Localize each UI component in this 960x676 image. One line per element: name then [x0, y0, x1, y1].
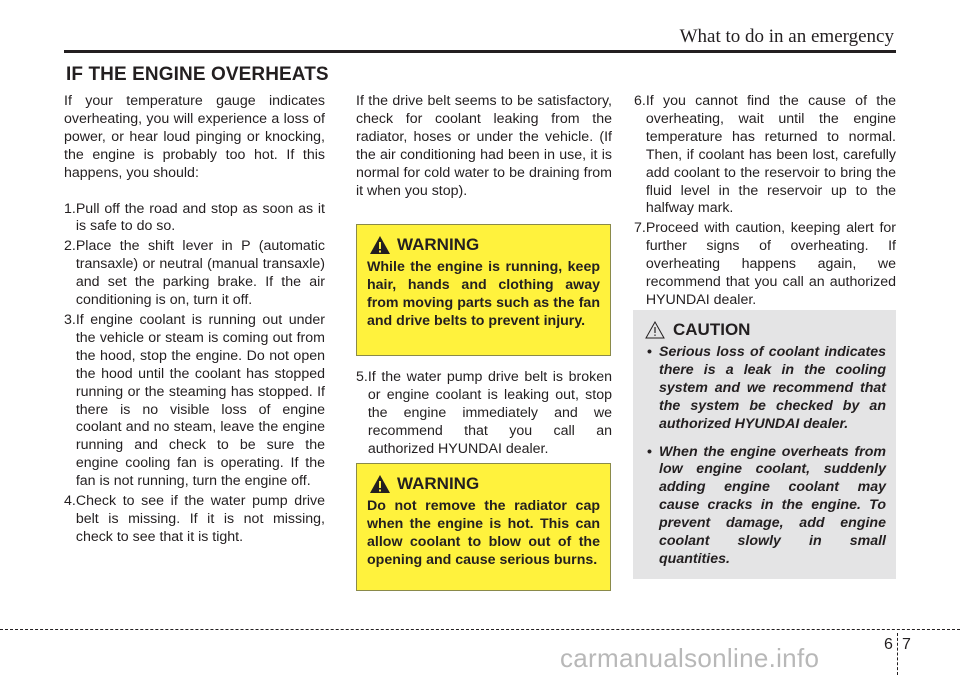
step-text: If the water pump drive belt is broken or engine coolant is leaking out, stop the engine immediately and we recommend that you call an authorized HYUNDAI dealer. — [367, 369, 612, 457]
step-number: 7. — [634, 220, 646, 237]
warning-box-2 — [356, 463, 611, 591]
section-title: IF THE ENGINE OVERHEATS — [66, 64, 329, 85]
step-1 — [64, 201, 325, 237]
step-7 — [634, 220, 896, 310]
caution-bullet-text: When the engine overheats from low engine coolant, suddenly adding engine coolant may cause cracks in the engine. To prevent damage, add engine coolant slowly in small quantities. — [659, 443, 886, 567]
step-text: If engine coolant is running out under the vehicle or steam is coming out from the hood, stop the engine. Do not open the hood until the coolant has stopped running or the steaming has stopped. If there is no visible loss of engine coolant and no steam, leave the engine running and check to be sure the engine cooling fan is operating. If the fan is not running, turn the engine off. — [75, 311, 325, 490]
column-3 — [634, 93, 896, 310]
step-5 — [356, 369, 612, 459]
warning-triangle-icon — [369, 235, 391, 255]
watermark: carmanualsonline.info — [560, 643, 820, 673]
step-text: Check to see if the water pump drive belt is missing. If it is not missing, check to see that it is tight. — [75, 493, 325, 545]
caution-body — [647, 344, 886, 569]
step-number: 2. — [64, 238, 76, 255]
intro-paragraph: If your temperature gauge indicates overheating, you will experience a loss of power, or hear loud pinging or knocking, the engine is probably too hot. If this happens, you should: — [64, 93, 325, 181]
column-2 — [356, 93, 612, 200]
caution-title: CAUTION — [673, 320, 751, 339]
step-6 — [634, 93, 896, 218]
bullet-dot: • — [647, 344, 652, 360]
warning-text: While the engine is running, keep hair, hands and clothing away from moving parts such as the fan and drive belts to prevent injury. — [367, 259, 600, 329]
caution-triangle-icon — [645, 321, 665, 339]
step-number: 5. — [356, 369, 368, 385]
caution-box — [633, 310, 896, 579]
warning-triangle-icon — [369, 474, 391, 494]
chapter-number: 6 — [884, 636, 893, 653]
warning-title: WARNING — [397, 474, 480, 493]
step-text: Pull off the road and stop as soon as it is safe to do so. — [75, 200, 325, 235]
column-1 — [64, 93, 325, 547]
footer-rule — [0, 629, 960, 630]
caution-bullet — [647, 344, 886, 434]
caution-bullet-text: Serious loss of coolant indicates there is a leak in the cooling system and we recommend that the system be checked by an authorized HYUNDAI dealer. — [659, 344, 886, 432]
step-number: 1. — [64, 200, 76, 217]
warning-text: Do not remove the radiator cap when the engine is hot. This can allow coolant to blow out of the opening and cause serious burns. — [367, 498, 600, 568]
page-number: 7 — [902, 636, 911, 653]
step-2 — [64, 238, 325, 310]
page-header-title: What to do in an emergency — [679, 26, 894, 47]
belt-paragraph: If the drive belt seems to be satisfactory, check for coolant leaking from the radiator, hoses or under the vehicle. (If the air conditioning had been in use, it is normal for cold water to be draining from it when you stop). — [356, 93, 612, 199]
step-3 — [64, 312, 325, 491]
step-number: 3. — [64, 311, 76, 328]
step-number: 6. — [634, 93, 646, 109]
step-number: 4. — [64, 493, 76, 510]
step-text: Proceed with caution, keeping alert for further signs of overheating. If overheating happens again, we recommend that you call an authorized HYUNDAI dealer. — [645, 220, 896, 308]
column-2-step-5 — [356, 369, 612, 459]
step-text: If you cannot find the cause of the overheating, wait until the engine temperature has returned to normal. Then, if coolant has been lost, carefully add coolant to the reservoir to bring the fluid level in the reservoir up to the halfway mark. — [645, 93, 896, 217]
header-rule — [64, 50, 896, 53]
caution-bullet — [647, 444, 886, 569]
warning-box-1 — [356, 224, 611, 356]
bullet-dot: • — [647, 443, 652, 460]
warning-title: WARNING — [397, 235, 480, 254]
page-number-separator — [897, 633, 898, 675]
step-4 — [64, 493, 325, 547]
step-text: Place the shift lever in P (automatic transaxle) or neutral (manual transaxle) and set the parking brake. If the air conditioning is on, turn it off. — [75, 238, 325, 309]
